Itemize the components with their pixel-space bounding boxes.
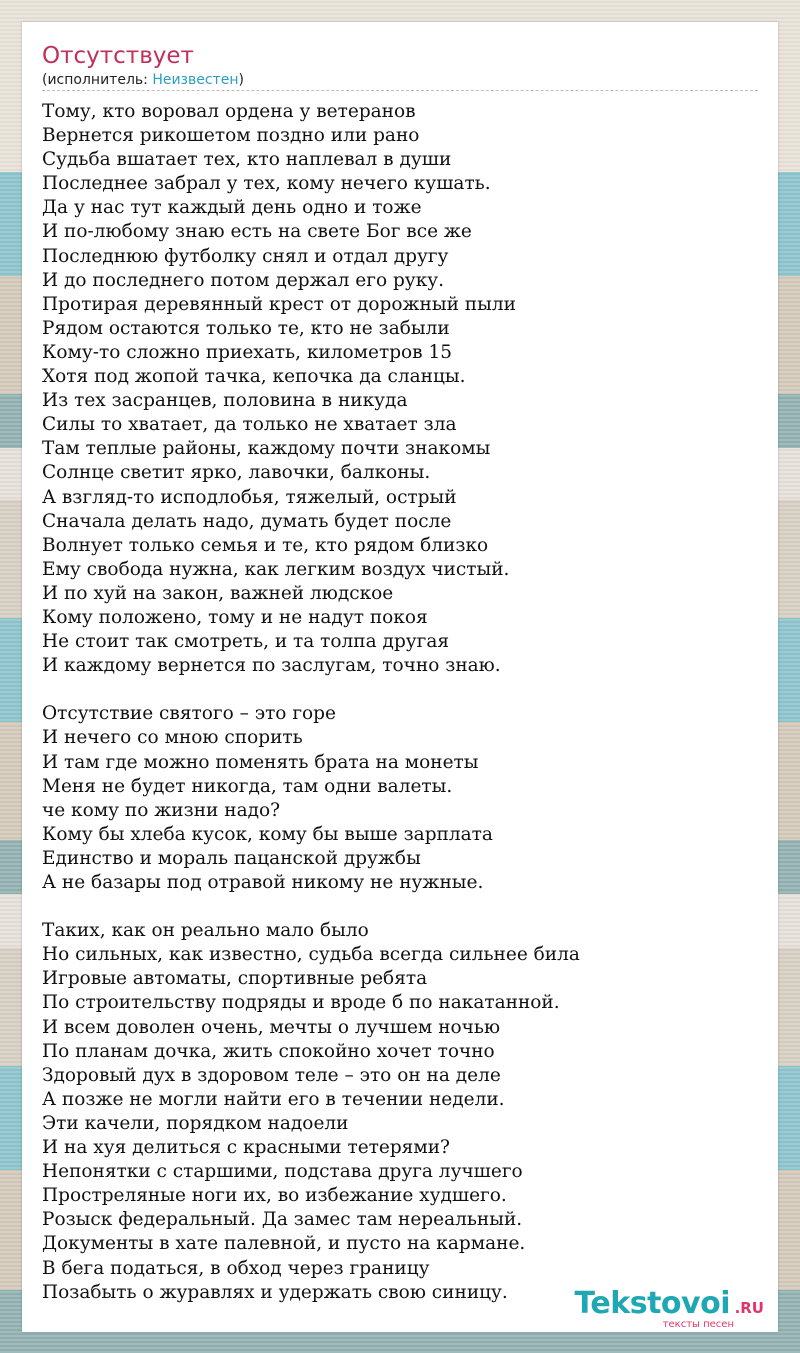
lyric-line: И по-любому знаю есть на свете Бог все же [42,221,472,243]
lyric-line: Солнце светит ярко, лавочки, балконы. [42,462,431,484]
lyric-line: Игровые автоматы, спортивные ребята [42,968,428,990]
lyric-line: Вернется рикошетом поздно или рано [42,125,420,147]
lyric-line: Здоровый дух в здоровом теле – это он на деле [42,1064,501,1086]
lyric-line: Простреляные ноги их, во избежание худшего. [42,1185,507,1207]
lyric-line: Силы то хватает, да только не хватает зла [42,414,457,436]
song-title: Отсутствует [42,43,194,69]
lyric-line: Отсутствие святого – это горе [42,703,336,725]
lyric-line: Судьба вшатает тех, кто наплевал в души [42,149,452,171]
lyric-line: Тому, кто воровал ордена у ветеранов [42,101,416,122]
lyric-line: И до последнего потом держал его руку. [42,269,445,291]
lyric-line: Сначала делать надо, думать будет после [42,510,452,532]
lyric-line: Из тех засранцев, половина в никуда [42,390,408,412]
lyric-line: И на хуя делиться с красными тетерями? [42,1137,450,1159]
lyric-line: Хотя под жопой тачка, кепочка да сланцы. [42,366,466,388]
lyric-line: И всем доволен очень, мечты о лучшем ночью [42,1016,501,1038]
performer-prefix: (исполнитель: [42,72,153,88]
lyrics-body [42,100,762,1329]
performer-line [42,71,244,89]
lyric-line: А не базары под отравой никому не нужные. [42,872,484,893]
lyric-line: И там где можно поменять брата на монеты [42,751,479,773]
lyric-line: И каждому вернется по заслугам, точно знаю. [42,655,501,677]
lyric-line: Но сильных, как известно, судьба всегда сильнее била [42,944,580,966]
lyric-line: Эти качели, порядком надоели [42,1112,349,1134]
lyric-line: Документы в хате палевной, и пусто на кармане. [42,1233,526,1255]
logo-tld: .RU [734,1299,764,1317]
lyric-line: Таких, как он реально мало было [42,920,369,942]
lyric-line: Кому-то сложно приехать, километров 15 [42,341,453,363]
title-divider [42,90,758,91]
lyric-line: По строительству подряды и вроде б по накатанной. [42,992,560,1014]
lyric-line: Позабыть о журавлях и удержать свою синицу. [42,1281,508,1303]
lyric-line: Меня не будет никогда, там одни валеты. [42,775,453,797]
lyric-line: Да у нас тут каждый день одно и тоже [42,197,422,219]
site-logo[interactable] [560,1286,770,1330]
lyric-line: И нечего со мною спорить [42,727,303,749]
lyric-line: По планам дочка, жить спокойно хочет точно [42,1040,495,1062]
performer-link[interactable]: Неизвестен [152,72,239,88]
lyric-line: Там теплые районы, каждому почти знакомы [42,438,491,460]
lyric-line: Кому положено, тому и не надут покоя [42,606,428,628]
lyrics-verse [42,919,762,1305]
lyric-line: В бега податься, в обход через границу [42,1257,430,1279]
lyrics-verse [42,100,762,678]
lyric-line: Не стоит так смотреть, и та толпа другая [42,631,450,653]
lyric-line: че кому по жизни надо? [42,799,281,821]
lyric-line: Последнюю футболку снял и отдал другу [42,245,449,267]
lyric-line: Единство и мораль пацанской дружбы [42,847,421,869]
lyric-line: Кому бы хлеба кусок, кому бы выше зарплата [42,823,493,845]
lyric-line: Ему свобода нужна, как легким воздух чистый. [42,558,510,580]
logo-tagline: тексты песен [662,1319,734,1330]
lyric-line: Волнует только семья и те, кто рядом близко [42,534,489,556]
lyric-line: Рядом остаются только те, кто не забыли [42,317,450,339]
logo-wordmark: Tekstovoi [574,1286,730,1321]
performer-suffix: ) [238,72,244,88]
lyric-line: Последнее забрал у тех, кому нечего кушать. [42,173,491,195]
lyric-line: Розыск федеральный. Да замес там нереальный. [42,1209,523,1231]
lyrics-verse [42,702,762,895]
lyric-line: И по хуй на закон, важней людское [42,582,394,604]
lyric-line: А взгляд-то исподлобья, тяжелый, острый [42,486,457,508]
lyric-line: А позже не могли найти его в течении недели. [42,1088,505,1110]
lyric-line: Непонятки с старшими, подстава друга лучшего [42,1161,523,1183]
lyric-line: Протирая деревянный крест от дорожный пыли [42,293,516,315]
lyrics-card [22,22,778,1332]
